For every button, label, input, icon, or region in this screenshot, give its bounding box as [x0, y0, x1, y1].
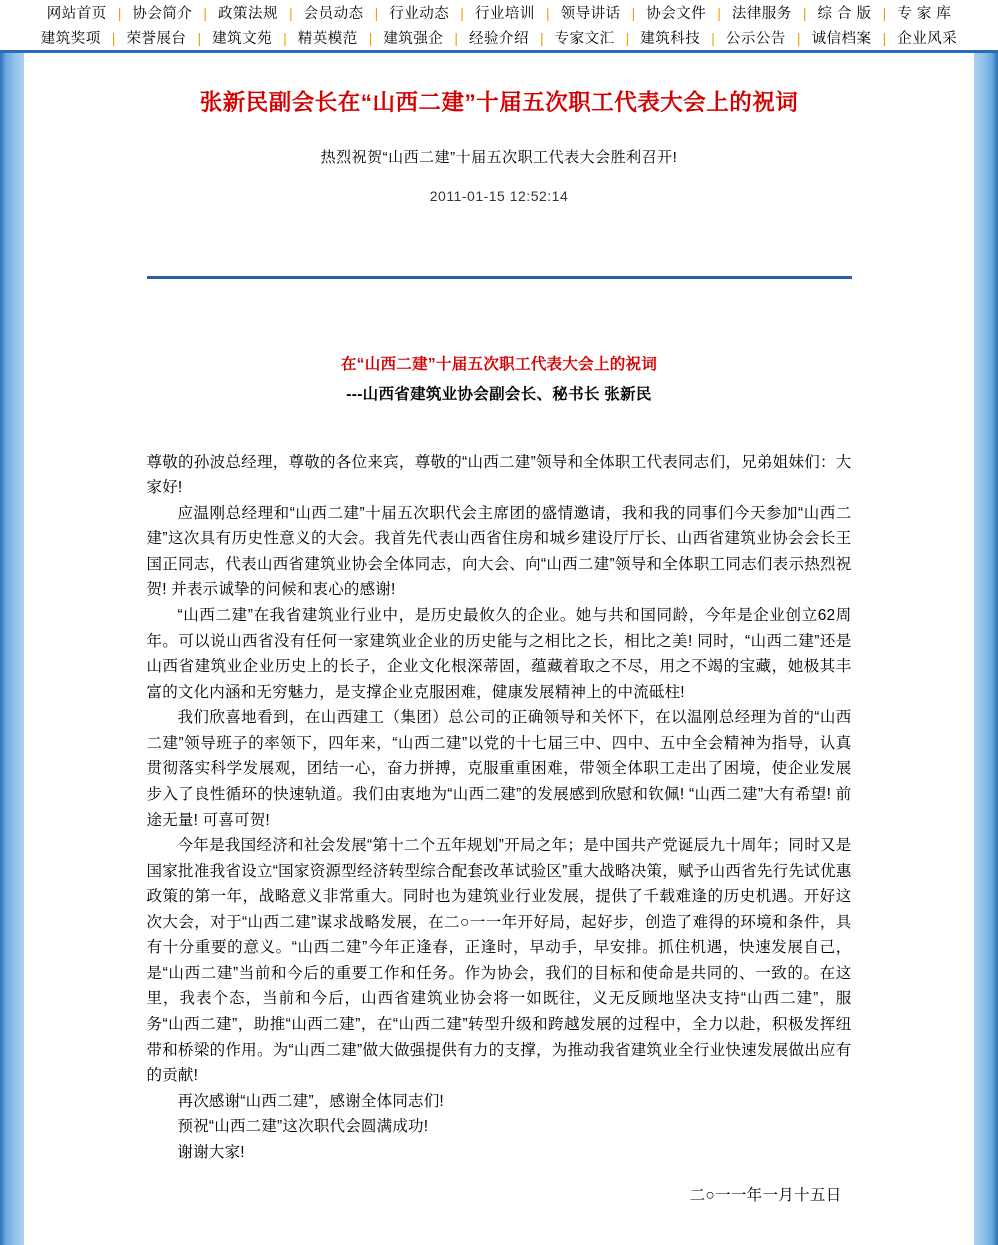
nav-item[interactable]: 领导讲话	[560, 6, 621, 22]
nav-item[interactable]: 专 家 库	[897, 6, 952, 22]
nav-item[interactable]: 诚信档案	[811, 31, 872, 47]
nav-item[interactable]: 建筑奖项	[40, 31, 101, 47]
nav-separator: |	[631, 4, 636, 21]
nav-separator: |	[454, 29, 458, 46]
nav-separator: |	[197, 29, 202, 46]
article-paragraph: 应温刚总经理和“山西二建”十届五次职代会主席团的盛情邀请，我和我的同事们今天参加“山西二建”这次具有历史性意义的大会。我首先代表山西省住房和城乡建设厅厅长、山西省建筑业协会会长王国正同志，代表山西省建筑业协会全体同志，向大会、向“山西二建”领导和全体职工同志们表示热烈祝贺! 并表示诚挚的问候和衷心的感谢!	[146, 504, 852, 599]
nav-item[interactable]: 经验介绍	[469, 31, 529, 47]
nav-row-primary	[0, 0, 998, 25]
nav-item[interactable]: 荣誉展台	[126, 31, 187, 47]
article-paragraph: 预祝“山西二建”这次职代会圆满成功!	[177, 1118, 429, 1136]
speech-title: 在“山西二建”十届五次职工代表大会上的祝词	[340, 355, 658, 373]
nav-separator: |	[111, 29, 116, 46]
top-navigation	[0, 0, 998, 53]
nav-separator: |	[711, 29, 715, 46]
article-paragraphs	[147, 450, 852, 1166]
nav-item[interactable]: 协会文件	[646, 6, 707, 22]
page-title: 张新民副会长在“山西二建”十届五次职工代表大会上的祝词	[199, 90, 799, 115]
nav-item[interactable]: 行业培训	[474, 6, 535, 22]
nav-separator: |	[540, 29, 544, 46]
article-paragraph: 今年是我国经济和社会发展“第十二个五年规划”开局之年；是中国共产党诞辰九十周年；同时又是国家批准我省设立“国家资源型经济转型综合配套改革试验区”重大战略决策，赋予山西省先行先试优惠政策的第一年，战略意义非常重大。同时也为建筑业行业发展，提供了千载难逢的历史机遇。开好这次大会，对于“山西二建”谋求战略发展，在二○一一年开好局，起好步，创造了难得的环境和条件，具有十分重要的意义。“山西二建”今年正逢春，正逢时，早动手，早安排。抓住机遇，快速发展自己，是“山西二建”当前和今后的重要工作和任务。作为协会，我们的目标和使命是共同的、一致的。在这里，我表个态，当前和今后，山西省建筑业协会将一如既往，义无反顾地坚决支持“山西二建”，服务“山西二建”，助推“山西二建”，在“山西二建”转型升级和跨越发展的过程中，全力以赴，积极发挥纽带和桥梁的作用。为“山西二建”做大做强提供有力的支撑，为推动我省建筑业全行业快速发展做出应有的贡献!	[146, 837, 852, 1085]
speech-byline: ---山西省建筑业协会副会长、秘书长 张新民	[346, 385, 652, 403]
nav-item[interactable]: 协会简介	[132, 6, 193, 22]
article-paragraph: “山西二建”在我省建筑业行业中，是历史最攸久的企业。她与共和国同龄，今年是企业创立62周年。可以说山西省没有任何一家建筑业企业的历史能与之相比之长，相比之美! 同时，“山西二建”还是山西省建筑业企业历史上的长子，企业文化根深蒂固，蕴藏着取之不尽，用之不竭的宝藏，她极其丰富的文化内涵和无穷魅力，是支撑企业克服困难，健康发展精神上的中流砥柱!	[146, 607, 852, 701]
nav-separator: |	[882, 29, 887, 46]
nav-separator: |	[289, 4, 293, 21]
article-paragraph: 我们欣喜地看到，在山西建工（集团）总公司的正确领导和关怀下，在以温刚总经理为首的“山西二建”领导班子的率领下，四年来，“山西二建”以党的十七届三中、四中、五中全会精神为指导，认真贯彻落实科学发展观，团结一心，奋力拼搏，克服重重困难，带领全体职工走出了困境，使企业发展步入了良性循环的快速轨道。我们由衷地为“山西二建”的发展感到欣慰和钦佩! “山西二建”大有希望! 前途无量! 可喜可贺!	[146, 709, 852, 829]
nav-separator: |	[374, 4, 379, 21]
article-signature: 二○一一年一月十五日	[689, 1187, 842, 1205]
article-timestamp: 2011-01-15 12:52:14	[429, 187, 569, 204]
nav-item[interactable]: 法律服务	[731, 6, 792, 22]
nav-item[interactable]: 企业风采	[897, 31, 958, 47]
bottom-spacer	[147, 1205, 852, 1245]
nav-item[interactable]: 建筑文苑	[212, 31, 273, 47]
article-paragraph: 尊敬的孙波总经理，尊敬的各位来宾，尊敬的“山西二建”领导和全体职工代表同志们，兄弟姐妹们：大家好!	[146, 453, 852, 497]
nav-separator: |	[802, 4, 807, 21]
nav-item[interactable]: 综 合 版	[817, 6, 872, 22]
nav-item[interactable]: 建筑强企	[383, 31, 444, 47]
nav-separator: |	[717, 4, 721, 21]
nav-row-secondary	[0, 25, 998, 50]
article-body	[147, 279, 852, 1245]
nav-separator: |	[283, 29, 287, 46]
nav-separator: |	[368, 29, 373, 46]
article-container	[24, 53, 974, 1245]
nav-item[interactable]: 公示公告	[725, 31, 786, 47]
nav-item[interactable]: 政策法规	[218, 6, 279, 22]
nav-item[interactable]: 专家文汇	[554, 31, 615, 47]
nav-item[interactable]: 精英模范	[297, 31, 358, 47]
nav-separator: |	[545, 4, 550, 21]
nav-separator: |	[882, 4, 887, 21]
nav-separator: |	[203, 4, 208, 21]
article-subtitle: 热烈祝贺“山西二建”十届五次职工代表大会胜利召开!	[320, 148, 678, 166]
nav-separator: |	[796, 29, 801, 46]
nav-separator: |	[460, 4, 464, 21]
article-paragraph: 谢谢大家!	[177, 1143, 245, 1161]
nav-item[interactable]: 行业动态	[389, 6, 450, 22]
nav-separator: |	[625, 29, 630, 46]
nav-item[interactable]: 建筑科技	[640, 31, 701, 47]
article-paragraph: 再次感谢“山西二建”，感谢全体同志们!	[177, 1092, 444, 1110]
nav-item[interactable]: 会员动态	[303, 6, 364, 22]
nav-separator: |	[117, 4, 122, 21]
nav-item[interactable]: 网站首页	[46, 6, 107, 22]
